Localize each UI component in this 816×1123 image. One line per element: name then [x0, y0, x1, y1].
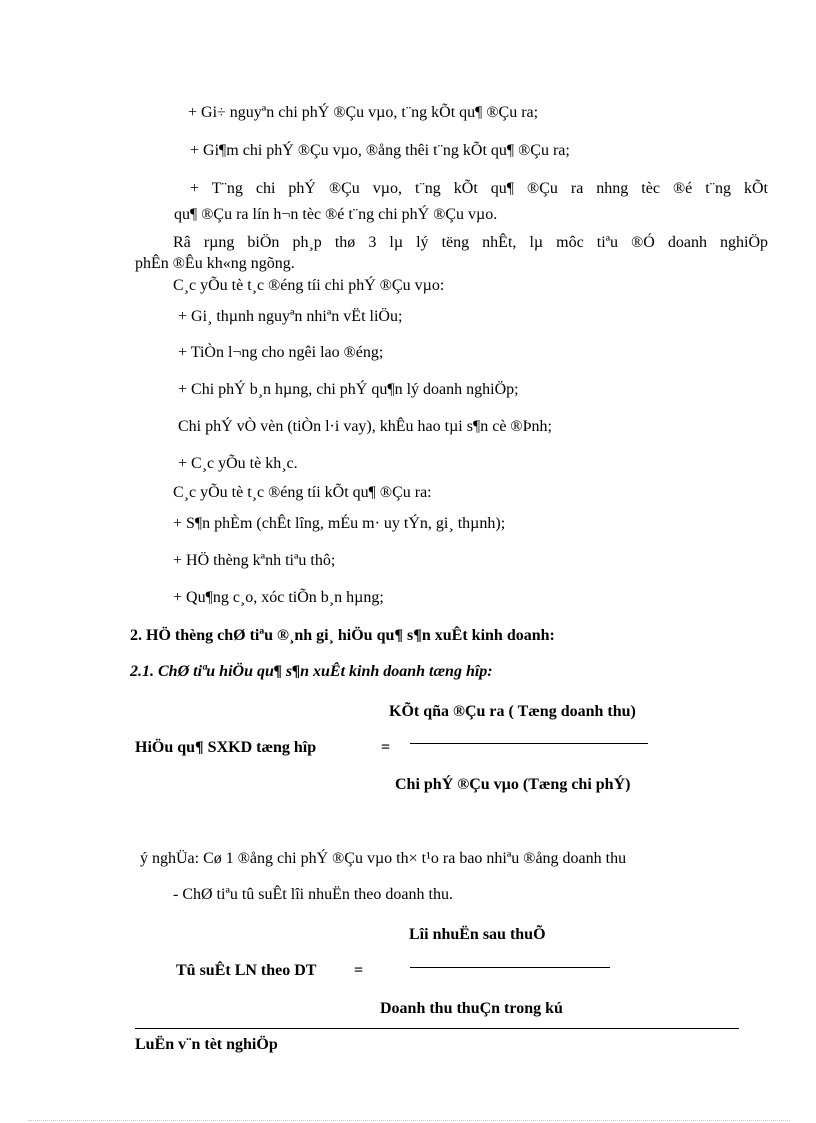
text-line: + Gi÷ nguyªn chi phÝ ®Çu vµo, t¨ng kÕt qu¶ ®Çu ra;: [188, 104, 539, 121]
text-line: C¸c yÕu tè t¸c ®éng tíi kÕt qu¶ ®Çu ra:: [173, 484, 432, 501]
text-line: + Gi¸ thµnh nguyªn nhiªn vËt liÖu;: [178, 308, 403, 325]
formula-numerator: Lîi nhuËn sau thuÕ: [409, 926, 546, 943]
text-line: + Gi¶m chi phÝ ®Çu vµo, ®ång thêi t¨ng kÕt qu¶ ®Çu ra;: [190, 142, 570, 159]
text-line: + S¶n phÈm (chÊt lîng, mÉu m· uy tÝn, gi¸ thµnh);: [173, 515, 506, 532]
fraction-bar: [410, 743, 648, 744]
formula-equals: =: [354, 962, 364, 979]
subsection-heading: 2.1. ChØ tiªu hiÖu qu¶ s¶n xuÊt kinh doanh tæng hîp:: [130, 663, 493, 680]
formula-numerator: KÕt qña ®Çu ra ( Tæng doanh thu): [389, 703, 636, 720]
footer-text: LuËn v¨n tèt nghiÖp: [135, 1036, 278, 1053]
formula-denominator: Chi phÝ ®Çu vµo (Tæng chi phÝ): [395, 776, 631, 793]
text-line: Chi phÝ vÒ vèn (tiÒn l·i vay), khÊu hao tµi s¶n cè ®Þnh;: [178, 418, 552, 435]
text-line: C¸c yÕu tè t¸c ®éng tíi chi phÝ ®Çu vµo:: [173, 277, 445, 294]
formula-lhs: Tû suÊt LN theo DT: [176, 962, 317, 979]
text-line: + TiÒn l¬ng cho ngêi lao ®éng;: [178, 344, 384, 361]
text-line: + HÖ thèng kªnh tiªu thô;: [173, 552, 336, 569]
footer-rule: [135, 1028, 739, 1029]
page-edge: [28, 1120, 790, 1121]
text-line: + T¨ng chi phÝ ®Çu vµo, t¨ng kÕt qu¶ ®Çu ra nhng tèc ®é t¨ng kÕt: [190, 180, 768, 197]
indicator-text: - ChØ tiªu tû suÊt lîi nhuËn theo doanh thu.: [173, 886, 453, 903]
formula-lhs: HiÖu qu¶ SXKD tæng hîp: [135, 739, 317, 756]
section-heading: 2. HÖ thèng chØ tiªu ®¸nh gi¸ hiÖu qu¶ s¶n xuÊt kinh doanh:: [130, 627, 555, 644]
formula-denominator: Doanh thu thuÇn trong kú: [380, 1000, 563, 1017]
fraction-bar: [410, 967, 610, 968]
meaning-text: ý nghÜa: Cø 1 ®ång chi phÝ ®Çu vµo th× t¹o ra bao nhiªu ®ång doanh thu: [140, 850, 627, 867]
text-line: phÊn ®Êu kh«ng ngõng.: [135, 255, 295, 272]
text-line: + Qu¶ng c¸o, xóc tiÕn b¸n hµng;: [173, 589, 384, 606]
text-line: + Chi phÝ b¸n hµng, chi phÝ qu¶n lý doanh nghiÖp;: [178, 381, 519, 398]
formula-equals: =: [381, 739, 391, 756]
text-line: + C¸c yÕu tè kh¸c.: [178, 455, 298, 472]
text-line: qu¶ ®Çu ra lín h¬n tèc ®é t¨ng chi phÝ ®Çu vµo.: [174, 206, 498, 223]
text-line: Râ rµng biÖn ph¸p thø 3 lµ lý tëng nhÊt, lµ môc tiªu ®Ó doanh nghiÖp: [173, 234, 768, 251]
